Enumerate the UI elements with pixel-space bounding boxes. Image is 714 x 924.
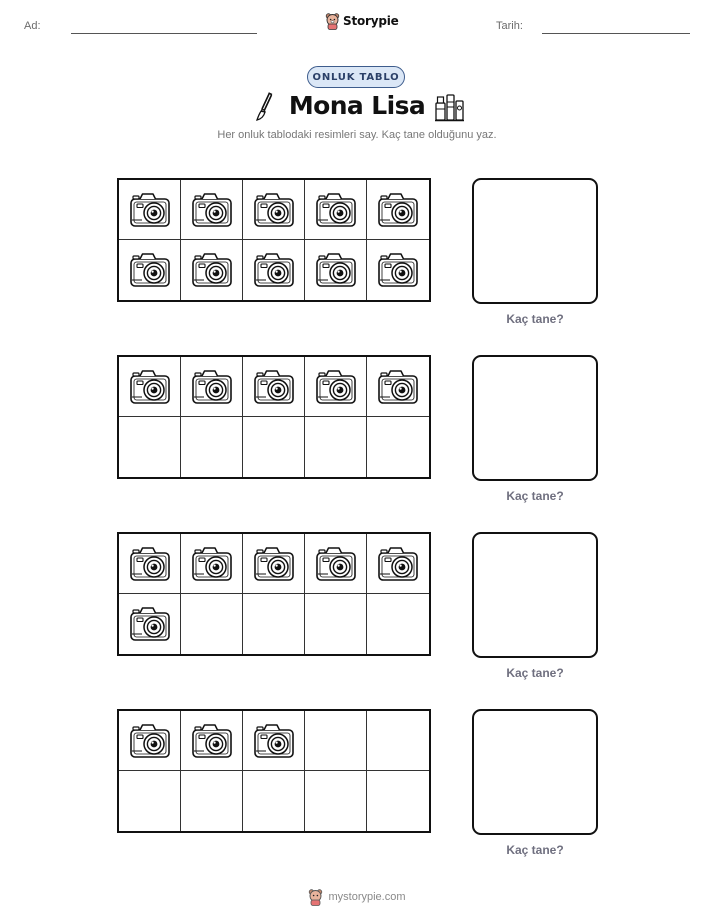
category-badge: ONLUK TABLO bbox=[307, 66, 405, 88]
frame-cell bbox=[367, 240, 429, 300]
camera-icon bbox=[190, 367, 234, 407]
question-label-2: Kaç tane? bbox=[506, 489, 564, 503]
frame-cell bbox=[243, 711, 305, 771]
frame-cell bbox=[367, 711, 429, 771]
frame-cell bbox=[119, 417, 181, 477]
camera-icon bbox=[128, 544, 172, 584]
ten-frame-1 bbox=[117, 178, 431, 302]
frame-cell bbox=[243, 594, 305, 654]
date-line[interactable] bbox=[542, 33, 690, 34]
frame-cell bbox=[305, 594, 367, 654]
name-label: Ad: bbox=[24, 20, 41, 32]
frame-cell bbox=[367, 594, 429, 654]
camera-icon bbox=[252, 544, 296, 584]
camera-icon bbox=[252, 250, 296, 290]
frame-cell bbox=[367, 417, 429, 477]
frame-cell bbox=[119, 594, 181, 654]
frame-cell bbox=[181, 771, 243, 831]
frame-cell bbox=[305, 534, 367, 594]
bear-mascot-icon bbox=[308, 888, 323, 906]
camera-icon bbox=[190, 190, 234, 230]
frame-cell bbox=[181, 594, 243, 654]
frame-cell bbox=[367, 771, 429, 831]
camera-icon bbox=[252, 721, 296, 761]
camera-icon bbox=[190, 250, 234, 290]
date-label: Tarih: bbox=[496, 20, 523, 32]
camera-icon bbox=[190, 544, 234, 584]
instructions: Her onluk tablodaki resimleri say. Kaç tane olduğunu yaz. bbox=[217, 129, 497, 141]
frame-cell bbox=[181, 180, 243, 240]
footer-url[interactable]: mystorypie.com bbox=[328, 891, 406, 903]
frame-cell bbox=[243, 534, 305, 594]
brand-logo bbox=[325, 12, 399, 30]
brand-name: Storypie bbox=[343, 14, 399, 28]
frame-cell bbox=[305, 357, 367, 417]
frame-cell bbox=[367, 180, 429, 240]
frame-cell bbox=[367, 534, 429, 594]
frame-cell bbox=[305, 417, 367, 477]
camera-icon bbox=[128, 367, 172, 407]
answer-box-3[interactable] bbox=[472, 532, 598, 658]
camera-icon bbox=[190, 721, 234, 761]
frame-cell bbox=[119, 711, 181, 771]
camera-icon bbox=[314, 544, 358, 584]
answer-box-2[interactable] bbox=[472, 355, 598, 481]
page-title: Mona Lisa bbox=[288, 91, 426, 120]
camera-icon bbox=[376, 250, 420, 290]
question-label-4: Kaç tane? bbox=[506, 843, 564, 857]
camera-icon bbox=[252, 367, 296, 407]
frame-cell bbox=[305, 771, 367, 831]
answer-box-4[interactable] bbox=[472, 709, 598, 835]
camera-icon bbox=[314, 367, 358, 407]
bear-mascot-icon bbox=[325, 12, 340, 30]
frame-cell bbox=[119, 534, 181, 594]
footer bbox=[0, 888, 714, 906]
frame-cell bbox=[243, 240, 305, 300]
ten-frame-2 bbox=[117, 355, 431, 479]
frame-cell bbox=[119, 240, 181, 300]
frame-cell bbox=[119, 357, 181, 417]
frame-cell bbox=[119, 771, 181, 831]
camera-icon bbox=[128, 250, 172, 290]
camera-icon bbox=[314, 190, 358, 230]
frame-cell bbox=[119, 180, 181, 240]
frame-cell bbox=[305, 711, 367, 771]
frame-cell bbox=[181, 417, 243, 477]
frame-cell bbox=[181, 534, 243, 594]
frame-cell bbox=[181, 240, 243, 300]
camera-icon bbox=[376, 544, 420, 584]
frame-cell bbox=[243, 180, 305, 240]
ten-frame-3 bbox=[117, 532, 431, 656]
camera-icon bbox=[128, 721, 172, 761]
frame-cell bbox=[181, 357, 243, 417]
frame-cell bbox=[243, 417, 305, 477]
frame-cell bbox=[367, 357, 429, 417]
frame-cell bbox=[181, 711, 243, 771]
frame-cell bbox=[243, 357, 305, 417]
question-label-3: Kaç tane? bbox=[506, 666, 564, 680]
camera-icon bbox=[128, 604, 172, 644]
question-label-1: Kaç tane? bbox=[506, 312, 564, 326]
camera-icon bbox=[376, 367, 420, 407]
answer-box-1[interactable] bbox=[472, 178, 598, 304]
frame-cell bbox=[305, 180, 367, 240]
camera-icon bbox=[252, 190, 296, 230]
frame-cell bbox=[305, 240, 367, 300]
camera-icon bbox=[376, 190, 420, 230]
ten-frame-4 bbox=[117, 709, 431, 833]
art-supplies-icon bbox=[433, 91, 465, 123]
frame-cell bbox=[243, 771, 305, 831]
camera-icon bbox=[128, 190, 172, 230]
name-line[interactable] bbox=[71, 33, 257, 34]
camera-icon bbox=[314, 250, 358, 290]
